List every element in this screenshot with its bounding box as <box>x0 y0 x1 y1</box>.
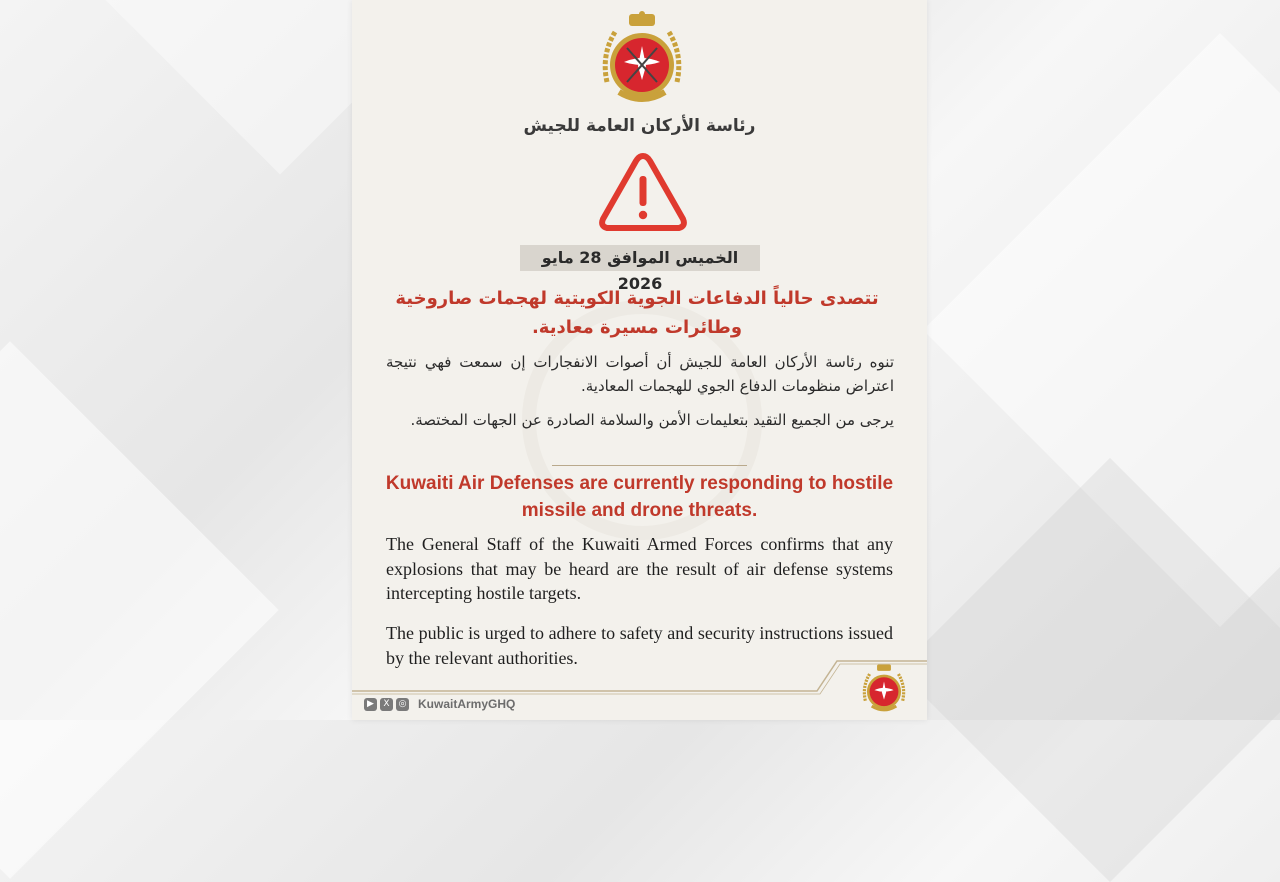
english-paragraph-1: The General Staff of the Kuwaiti Armed Forces confirms that any explosions that may be heard are the result of air defense systems intercepting hostile targets. <box>386 534 893 603</box>
x-icon: X <box>380 698 393 711</box>
arabic-paragraph-2: يرجى من الجميع التقيد بتعليمات الأمن والسلامة الصادرة عن الجهات المختصة. <box>410 411 894 429</box>
warning-icon <box>597 150 689 234</box>
social-links <box>364 697 515 711</box>
english-headline: Kuwaiti Air Defenses are currently responding to hostile missile and drone threats. <box>385 473 894 521</box>
youtube-icon: ▶ <box>364 698 377 711</box>
social-handle: KuwaitArmyGHQ <box>418 697 516 711</box>
instagram-icon: ◎ <box>396 698 409 711</box>
background-shape <box>0 341 279 878</box>
footer-decorative-line <box>352 655 927 695</box>
date-label: الخميس الموافق 28 مايو 2026 <box>520 245 760 271</box>
organization-title: رئاسة الأركان العامة للجيش <box>523 116 756 136</box>
army-emblem-logo <box>597 10 687 110</box>
arabic-paragraph-1: تنوه رئاسة الأركان العامة للجيش أن أصوات الانفجارات إن سمعت فهي نتيجة اعتراض منظومات الدفاع الجوي للهجمات المعادية. <box>386 353 894 395</box>
announcement-card <box>352 0 927 720</box>
footer-emblem-logo <box>860 662 908 716</box>
english-paragraph-2: The public is urged to adhere to safety and security instructions issued by the relevant authorities. <box>386 623 893 668</box>
section-divider <box>552 465 747 466</box>
arabic-headline: تتصدى حالياً الدفاعات الجوية الكويتية لهجمات صاروخية وطائرات مسيرة معادية. <box>395 288 879 338</box>
